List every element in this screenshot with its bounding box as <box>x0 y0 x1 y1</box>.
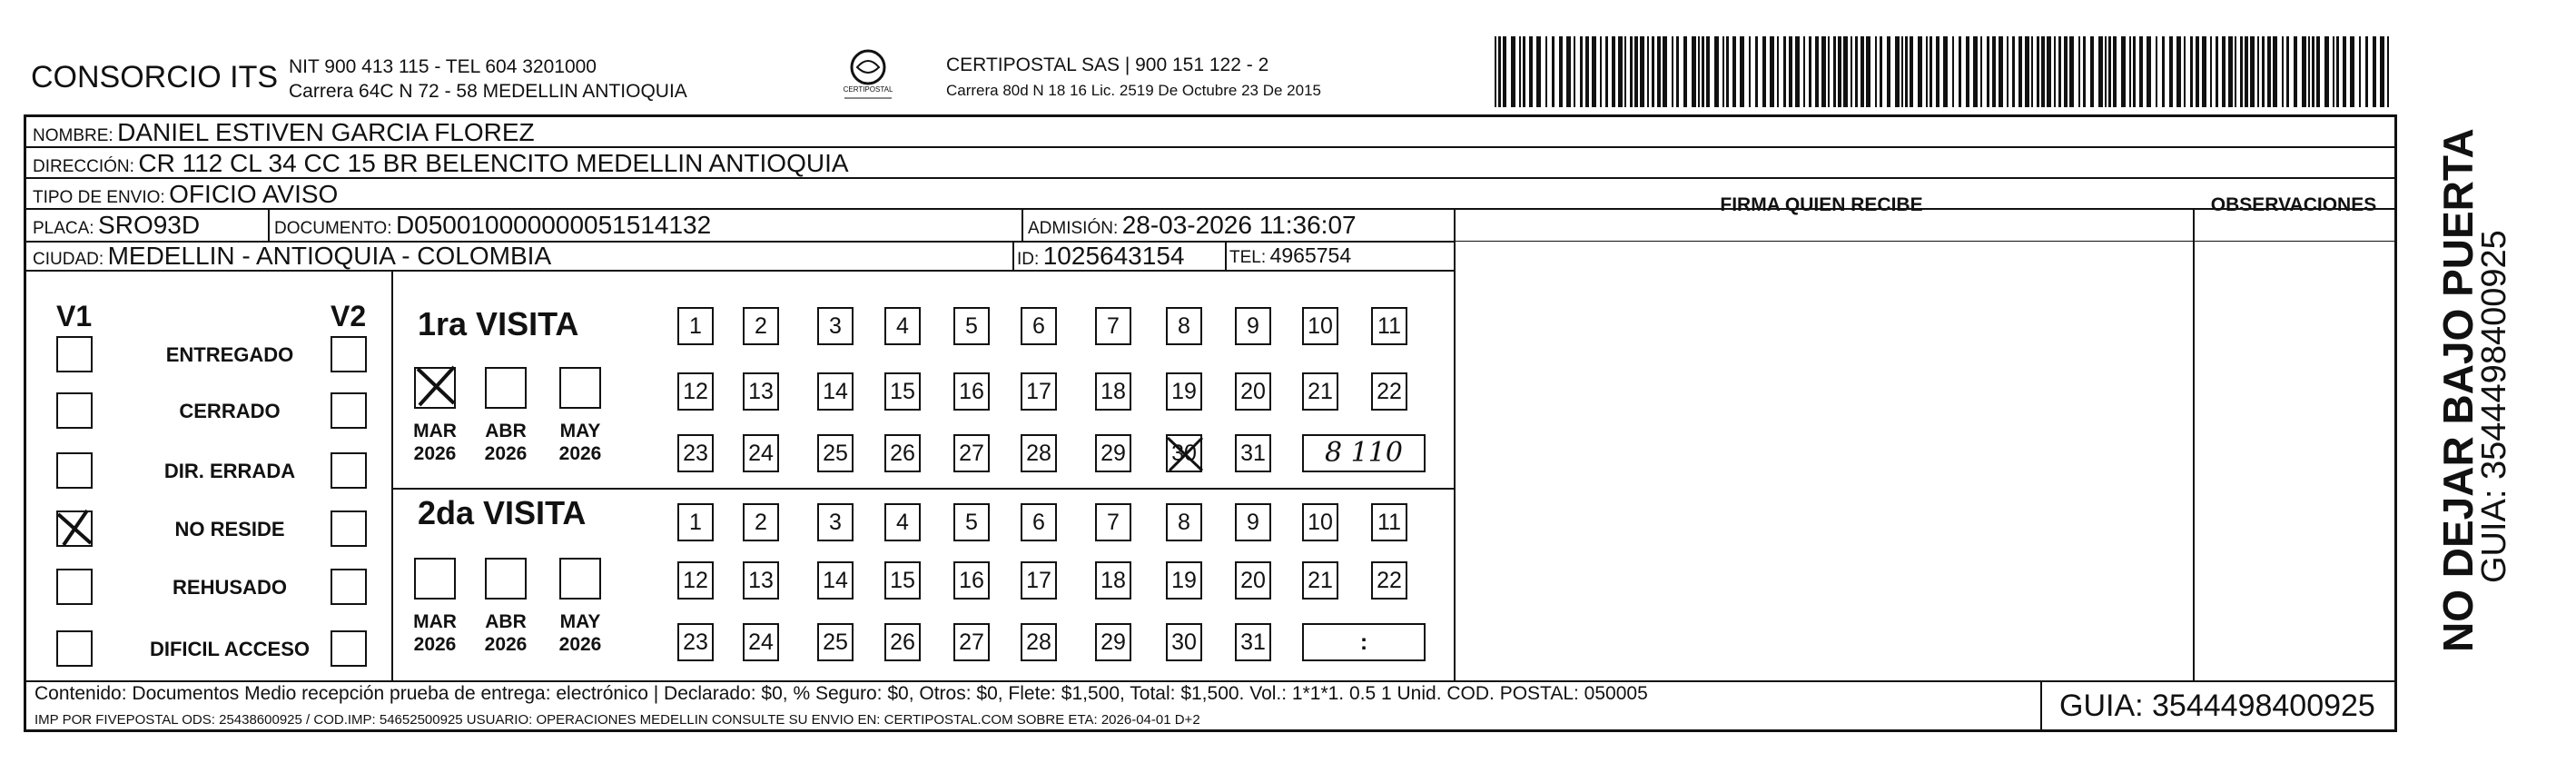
month-checkbox[interactable] <box>559 367 601 409</box>
certipostal-info <box>946 53 1321 104</box>
day-checkbox[interactable]: 3 <box>817 503 854 541</box>
month-year: 2026 <box>558 443 602 464</box>
month-name: ABR <box>485 421 527 441</box>
day-checkbox[interactable]: 7 <box>1095 503 1131 541</box>
v2-checkbox[interactable] <box>331 392 367 429</box>
direccion-field <box>33 149 849 178</box>
day-checkbox[interactable]: 10 <box>1302 307 1338 345</box>
day-checkbox[interactable]: 18 <box>1095 561 1131 600</box>
day-checkbox[interactable]: 10 <box>1302 503 1338 541</box>
day-checkbox[interactable]: 16 <box>953 372 990 411</box>
month-checkbox[interactable] <box>485 558 527 600</box>
day-checkbox[interactable]: 3 <box>817 307 854 345</box>
day-checkbox[interactable]: 28 <box>1021 434 1057 472</box>
ciudad-field <box>33 242 551 271</box>
v2-checkbox[interactable] <box>331 452 367 489</box>
footer-print-line: IMP POR FIVEPOSTAL ODS: 25438600925 / COD.IMP: 54652500925 USUARIO: OPERACIONES MEDELLIN CONSULTE SU ENVIO EN: CERTIPOSTAL.COM SOBRE ETA: 2026-04-01 D+2 <box>35 712 1200 728</box>
time-field[interactable]: 8 110 <box>1302 434 1426 472</box>
month-checkbox[interactable] <box>414 558 456 600</box>
placa-value: SRO93D <box>98 211 201 239</box>
month-name: MAR <box>413 421 457 441</box>
month-year: 2026 <box>484 634 528 655</box>
nombre-field <box>33 118 535 147</box>
firma-header: FIRMA QUIEN RECIBE <box>1720 194 1923 215</box>
day-checkbox[interactable]: 18 <box>1095 372 1131 411</box>
month-year: 2026 <box>413 634 457 655</box>
month-label <box>481 420 530 465</box>
month-checkbox[interactable] <box>559 558 601 600</box>
day-checkbox[interactable]: 25 <box>817 434 854 472</box>
v1-checkbox[interactable] <box>56 452 93 489</box>
v1-checkbox[interactable] <box>56 630 93 667</box>
ciudad-value: MEDELLIN - ANTIOQUIA - COLOMBIA <box>107 242 552 270</box>
day-checkbox[interactable]: 1 <box>677 307 714 345</box>
day-checkbox[interactable]: 30 <box>1166 623 1202 661</box>
tel-field <box>1229 243 1351 268</box>
id-field <box>1017 242 1184 271</box>
documento-field <box>274 211 711 240</box>
day-checkbox[interactable]: 27 <box>953 623 990 661</box>
day-checkbox[interactable]: 5 <box>953 307 990 345</box>
month-year: 2026 <box>413 443 457 464</box>
direccion-label: DIRECCIÓN: <box>33 157 134 176</box>
side-warning: NO DEJAR BAJO PUERTA <box>2434 128 2482 652</box>
check-mark-icon <box>54 507 94 547</box>
day-checkbox[interactable]: 24 <box>743 623 779 661</box>
month-label <box>410 420 459 465</box>
day-checkbox[interactable]: 6 <box>1021 503 1057 541</box>
month-label <box>410 610 459 656</box>
company-info <box>289 55 687 104</box>
v1-checkbox[interactable] <box>56 510 93 547</box>
month-checkbox[interactable] <box>414 367 456 409</box>
nombre-label: NOMBRE: <box>33 126 114 145</box>
tipo-envio-value: OFICIO AVISO <box>169 180 339 208</box>
month-name: MAR <box>413 611 457 632</box>
day-checkbox[interactable]: 7 <box>1095 307 1131 345</box>
day-checkbox[interactable]: 29 <box>1095 434 1131 472</box>
status-option-label: ENTREGADO <box>165 343 294 366</box>
documento-value: D050010000000051514132 <box>395 211 712 239</box>
certipostal-nit-line: CERTIPOSTAL SAS | 900 151 122 - 2 <box>946 55 1269 75</box>
day-checkbox[interactable]: 24 <box>743 434 779 472</box>
day-checkbox[interactable]: 21 <box>1302 561 1338 600</box>
status-option-label: DIR. ERRADA <box>163 460 296 482</box>
v1-checkbox[interactable] <box>56 336 93 372</box>
day-checkbox[interactable]: 11 <box>1371 307 1407 345</box>
check-mark-icon <box>414 363 459 409</box>
logo-text: CERTIPOSTAL <box>843 85 893 94</box>
day-checkbox[interactable]: 19 <box>1166 561 1202 600</box>
month-name: ABR <box>485 611 527 632</box>
v2-checkbox[interactable] <box>331 630 367 667</box>
certipostal-address-line: Carrera 80d N 18 16 Lic. 2519 De Octubre 23 De 2015 <box>946 82 1321 99</box>
status-option-label: NO RESIDE <box>174 518 285 540</box>
admision-label: ADMISIÓN: <box>1028 219 1119 238</box>
month-name: MAY <box>559 421 601 441</box>
day-checkbox[interactable]: 26 <box>884 434 921 472</box>
day-checkbox[interactable]: 4 <box>884 307 921 345</box>
day-checkbox[interactable]: 2 <box>743 503 779 541</box>
ciudad-label: CIUDAD: <box>33 250 104 269</box>
day-checkbox[interactable]: 29 <box>1095 623 1131 661</box>
month-year: 2026 <box>558 634 602 655</box>
admision-value: 28-03-2026 11:36:07 <box>1121 211 1357 239</box>
tel-label: TEL: <box>1229 248 1267 267</box>
day-checkbox[interactable]: 1 <box>677 503 714 541</box>
guia-number: GUIA: 3544498400925 <box>2059 689 2375 723</box>
status-option-label: DIFICIL ACCESO <box>149 638 310 660</box>
company-nit-line: NIT 900 413 115 - TEL 604 3201000 <box>289 56 597 77</box>
status-option-label: CERRADO <box>179 400 281 422</box>
observaciones-header: OBSERVACIONES <box>2210 194 2377 215</box>
day-checkbox[interactable]: 12 <box>677 372 714 411</box>
time-field[interactable]: : <box>1302 623 1426 661</box>
check-mark-icon <box>1166 434 1206 474</box>
day-checkbox[interactable]: 27 <box>953 434 990 472</box>
day-checkbox[interactable]: 11 <box>1371 503 1407 541</box>
day-checkbox[interactable]: 15 <box>884 372 921 411</box>
day-checkbox[interactable]: 6 <box>1021 307 1057 345</box>
v1-header: V1 <box>56 300 93 332</box>
admision-field <box>1028 211 1357 240</box>
month-label <box>481 610 530 656</box>
day-checkbox[interactable]: 4 <box>884 503 921 541</box>
day-checkbox[interactable]: 9 <box>1235 503 1271 541</box>
v2-checkbox[interactable] <box>331 336 367 372</box>
placa-field <box>33 211 200 240</box>
v2-checkbox[interactable] <box>331 569 367 605</box>
day-checkbox[interactable]: 19 <box>1166 372 1202 411</box>
side-guia: GUIA: 3544498400925 <box>2475 230 2513 583</box>
tel-value: 4965754 <box>1269 243 1352 267</box>
day-checkbox[interactable]: 8 <box>1166 307 1202 345</box>
documento-label: DOCUMENTO: <box>274 219 392 238</box>
day-checkbox[interactable]: 23 <box>677 434 714 472</box>
status-option-label: REHUSADO <box>173 576 287 599</box>
day-checkbox[interactable]: 30 <box>1166 434 1202 472</box>
footer-content-line: Contenido: Documentos Medio recepción prueba de entrega: electrónico | Declarado: $0, % Seguro: $0, Otros: $0, Flete: $1,500, Total: $1,500. Vol.: 1*1*1. 0.5 1 Unid. COD. POSTAL: 050005 <box>35 683 1648 704</box>
v1-checkbox[interactable] <box>56 569 93 605</box>
v2-header: V2 <box>331 300 367 332</box>
day-checkbox[interactable]: 2 <box>743 307 779 345</box>
day-checkbox[interactable]: 13 <box>743 372 779 411</box>
certipostal-logo-icon <box>837 45 899 109</box>
month-label <box>556 420 605 465</box>
day-checkbox[interactable]: 16 <box>953 561 990 600</box>
day-checkbox[interactable]: 12 <box>677 561 714 600</box>
day-checkbox[interactable]: 14 <box>817 372 854 411</box>
day-checkbox[interactable]: 17 <box>1021 561 1057 600</box>
month-label <box>556 610 605 656</box>
day-checkbox[interactable]: 14 <box>817 561 854 600</box>
day-checkbox[interactable]: 8 <box>1166 503 1202 541</box>
day-checkbox[interactable]: 28 <box>1021 623 1057 661</box>
nombre-value: DANIEL ESTIVEN GARCIA FLOREZ <box>117 118 535 146</box>
day-checkbox[interactable]: 9 <box>1235 307 1271 345</box>
day-checkbox[interactable]: 21 <box>1302 372 1338 411</box>
day-checkbox[interactable]: 5 <box>953 503 990 541</box>
company-address-line: Carrera 64C N 72 - 58 MEDELLIN ANTIOQUIA <box>289 81 687 102</box>
barcode-icon <box>1495 36 2392 107</box>
day-checkbox[interactable]: 20 <box>1235 561 1271 600</box>
second-visit-title: 2da VISITA <box>418 494 587 531</box>
tipo-envio-field <box>33 180 338 209</box>
day-checkbox[interactable]: 17 <box>1021 372 1057 411</box>
day-checkbox[interactable]: 22 <box>1371 561 1407 600</box>
month-checkbox[interactable] <box>485 367 527 409</box>
first-visit-title: 1ra VISITA <box>418 305 579 342</box>
id-label: ID: <box>1017 250 1040 269</box>
company-name: CONSORCIO ITS <box>31 60 279 94</box>
day-checkbox[interactable]: 22 <box>1371 372 1407 411</box>
day-checkbox[interactable]: 26 <box>884 623 921 661</box>
v2-checkbox[interactable] <box>331 510 367 547</box>
day-checkbox[interactable]: 13 <box>743 561 779 600</box>
day-checkbox[interactable]: 31 <box>1235 434 1271 472</box>
placa-label: PLACA: <box>33 219 94 238</box>
month-year: 2026 <box>484 443 528 464</box>
tipo-envio-label: TIPO DE ENVIO: <box>33 188 165 207</box>
v1-checkbox[interactable] <box>56 392 93 429</box>
month-name: MAY <box>559 611 601 632</box>
id-value: 1025643154 <box>1042 242 1185 270</box>
direccion-value: CR 112 CL 34 CC 15 BR BELENCITO MEDELLIN ANTIOQUIA <box>138 149 849 177</box>
day-checkbox[interactable]: 25 <box>817 623 854 661</box>
day-checkbox[interactable]: 31 <box>1235 623 1271 661</box>
day-checkbox[interactable]: 15 <box>884 561 921 600</box>
day-checkbox[interactable]: 23 <box>677 623 714 661</box>
day-checkbox[interactable]: 20 <box>1235 372 1271 411</box>
